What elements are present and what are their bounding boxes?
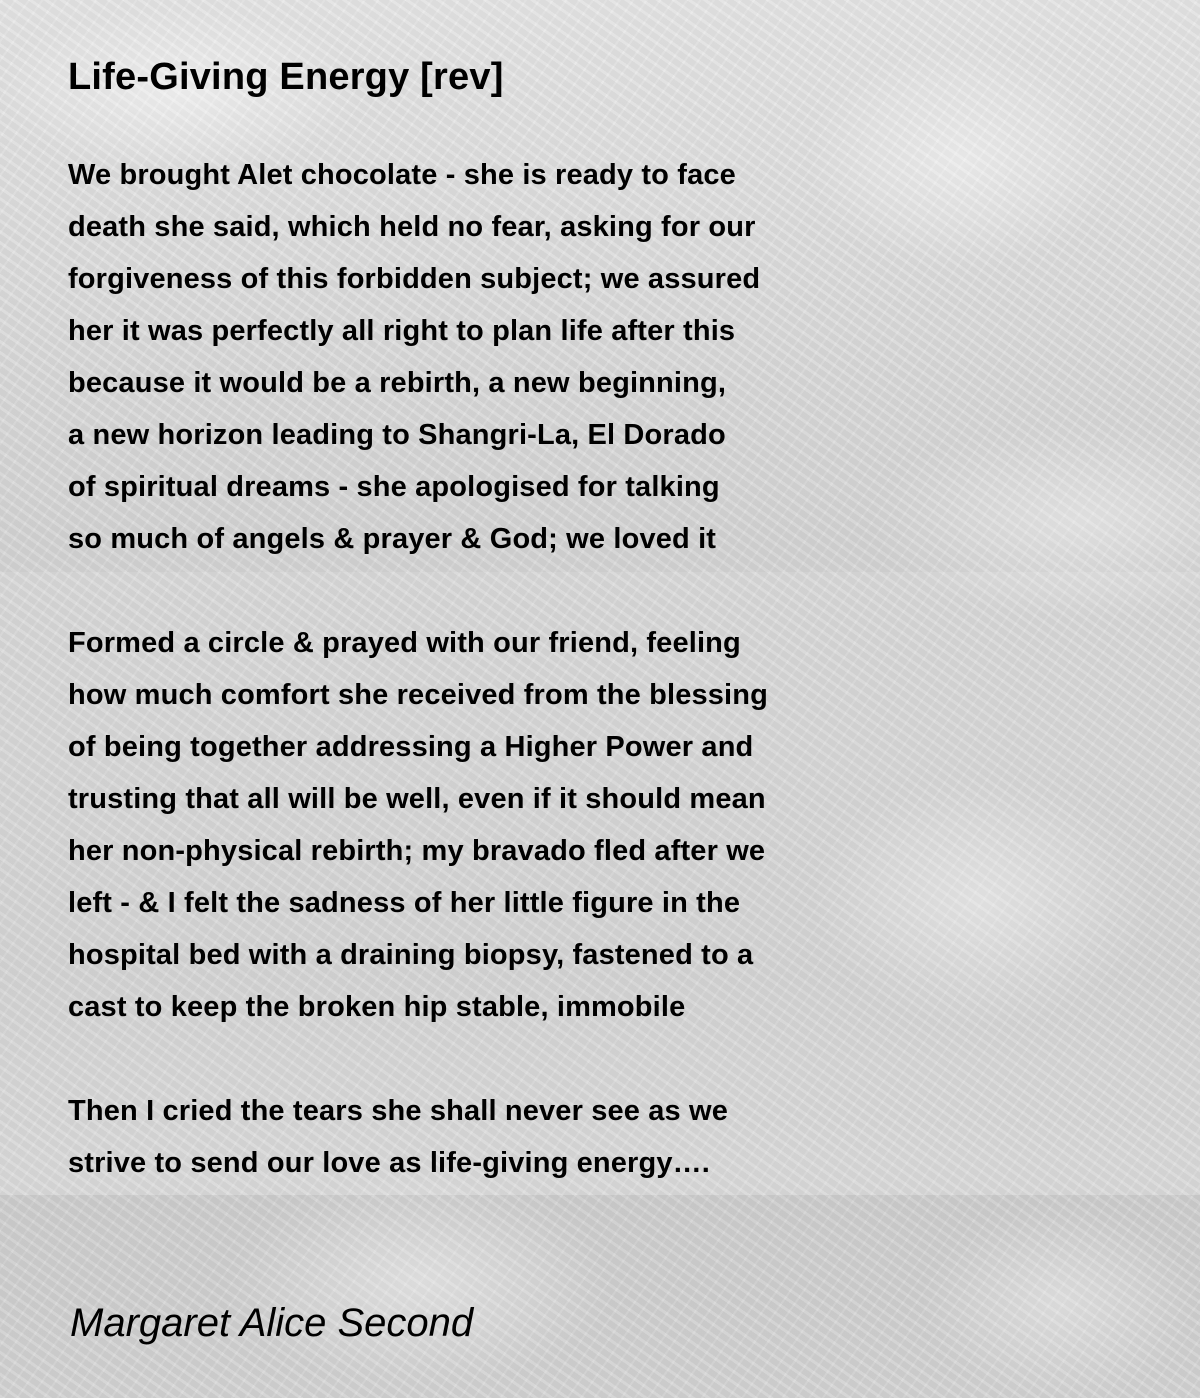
stanza-1 [68,149,888,565]
poem-line: a new horizon leading to Shangri-La, El Dorado [68,419,726,451]
poem-author: Margaret Alice Second [70,1301,474,1345]
poem-line: so much of angels & prayer & God; we loved it [68,523,717,555]
poem-line: left - & I felt the sadness of her little figure in the [68,887,741,919]
poem-line: her it was perfectly all right to plan life after this [68,315,736,347]
poem-line: death she said, which held no fear, asking for our [68,211,756,243]
stanza-2 [68,617,888,1033]
stanza-3 [68,1085,888,1189]
poem-line: cast to keep the broken hip stable, immobile [68,991,686,1023]
poem-body [68,149,888,1241]
poem-line: trusting that all will be well, even if it should mean [68,783,766,815]
poem-line: of spiritual dreams - she apologised for talking [68,471,720,503]
poem-line: Formed a circle & prayed with our friend, feeling [68,627,741,659]
poem-title: Life-Giving Energy [rev] [68,56,504,98]
poem-line: because it would be a rebirth, a new beginning, [68,367,727,399]
poem-line: how much comfort she received from the blessing [68,679,768,711]
poem-line: hospital bed with a draining biopsy, fastened to a [68,939,754,971]
poem-line: strive to send our love as life-giving energy…. [68,1147,710,1179]
poem-line: her non-physical rebirth; my bravado fled after we [68,835,766,867]
poem-line: We brought Alet chocolate - she is ready to face [68,159,736,191]
poem-line: Then I cried the tears she shall never see as we [68,1095,729,1127]
poem-line: forgiveness of this forbidden subject; we assured [68,263,761,295]
poem-line: of being together addressing a Higher Power and [68,731,754,763]
